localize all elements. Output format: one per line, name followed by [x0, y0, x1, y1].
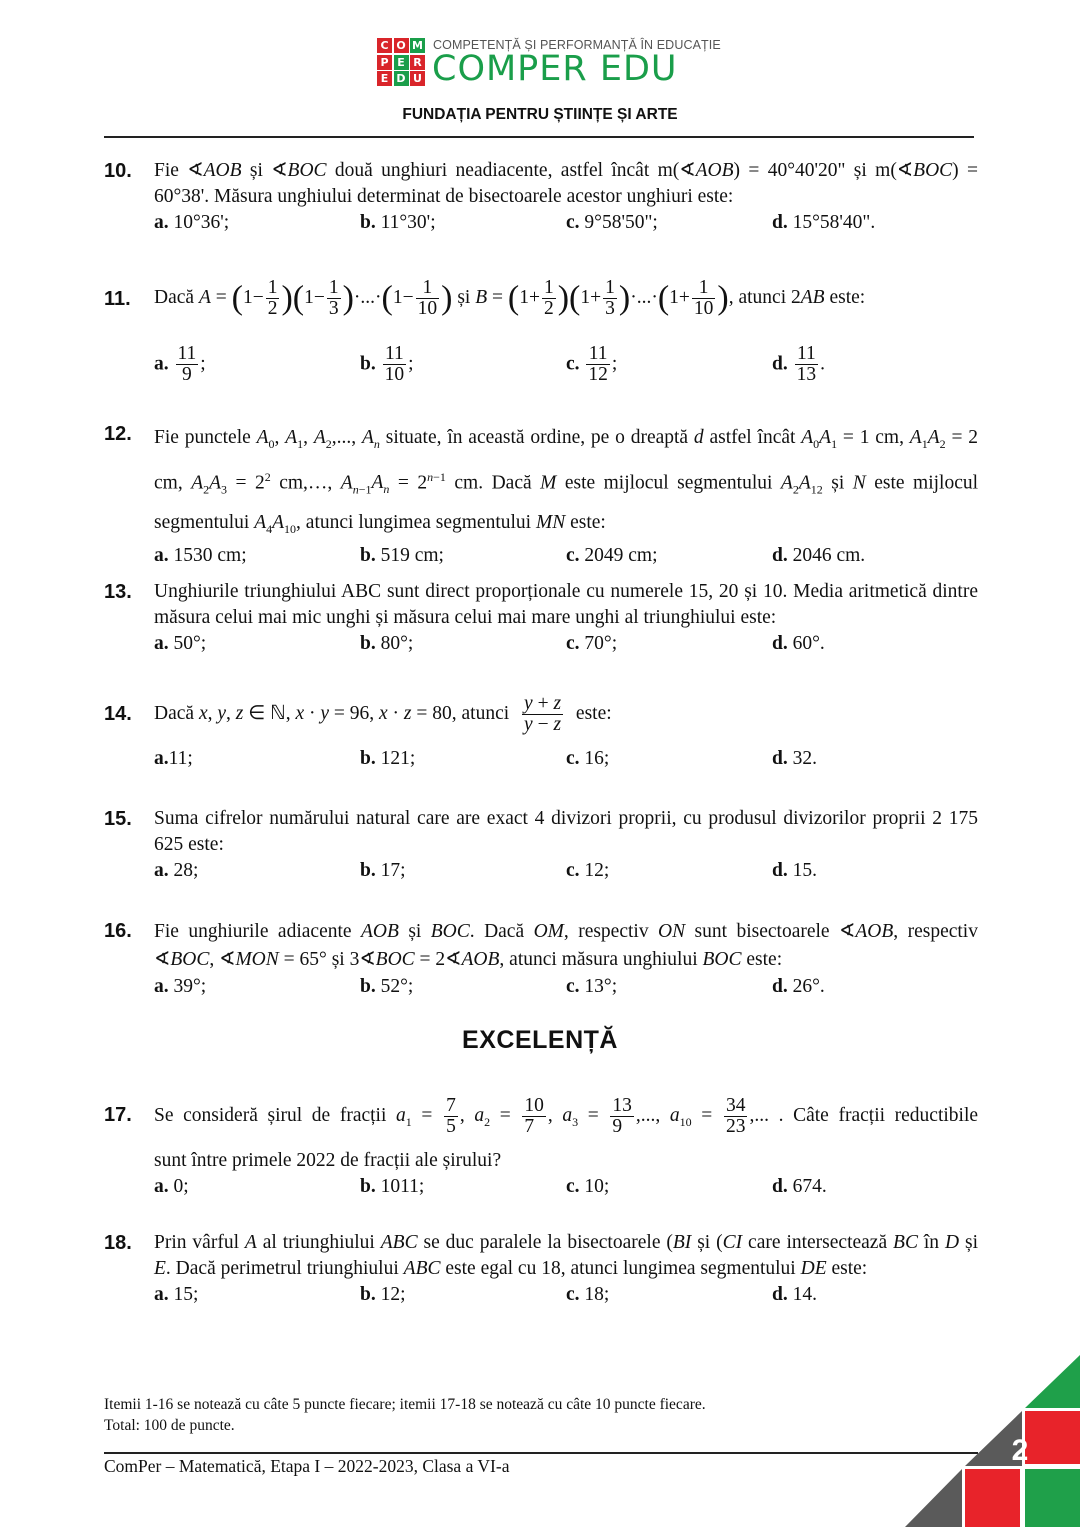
problem-text: Suma cifrelor numărului natural care are exact 4 divizori proprii, cu produsul divizorilor proprii 2 175 625 este: [154, 808, 978, 855]
option-a: a. 1530 cm; [154, 545, 247, 567]
problem-text: Fie ∢AOB și ∢BOC două unghiuri neadiacente, astfel încât m(∢AOB) = 40°40'20" și m(∢BOC) = 60°38'. Măsura unghiului determinat de bisectoarele acestor unghiuri este: [154, 160, 978, 207]
logo-letter: P [377, 55, 392, 70]
problem-number: 12. [104, 423, 132, 445]
tagline: COMPETENȚĂ ȘI PERFORMANȚĂ ÎN EDUCAȚIE [433, 38, 721, 52]
section-title: EXCELENȚĂ [462, 1026, 618, 1054]
problem-text: Dacă A = (1− $\frac{1}{2}$ )(1− $\frac{1}{3}$ )·...·(1− $\frac{1}{10}$ ) și B = (1+ $\frac{1}{2}$ )(1+ $\frac{1}{3}$ )·...·(1+ $\frac{1}{10}$ ), atunci 2AB este: [154, 276, 866, 320]
option-b: b. 121; [360, 748, 416, 769]
problem-text: Dacă x, y, z ∈ ℕ, x · y = 96, x · z = 80, atunci $\frac{y + z}{y - z}$ este: [154, 692, 612, 736]
option-b: b. 80°; [360, 633, 414, 654]
option-d: d. 674. [772, 1175, 827, 1197]
option-b: b. 17; [360, 860, 406, 881]
problem-number: 13. [104, 581, 132, 603]
option-c: c. 9°58'50"; [566, 212, 658, 233]
option-a: a. 28; [154, 860, 199, 881]
page-number: 2 [1011, 1434, 1029, 1467]
problem-text: Fie punctele $A_0$, $A_1$, $A_2$,..., $A_n$ situate, în această ordine, pe o dreaptă d astfel încât $A_0A_1 = 1$ cm, $A_1A_2 = 2$ cm, $A_2A_3 = 2^2$ cm,…, $A_{n-1}A_n = 2^{n-1}$ cm. Dacă M este mijlocul segmentului $A_2A_{12}$ și N este mijlocul segmentului $A_4A_{10}$, atunci lungimea segmentului MN este: [154, 427, 979, 537]
problem-text: Unghiurile triunghiului ABC sunt direct proporționale cu numerele 15, 20 și 10. Media aritmetică dintre măsura celui mai mic unghi și măsura celui mai mare unghi al triunghiului este: [154, 581, 978, 628]
option-d: d. 14. [772, 1284, 817, 1305]
option-c: c. $\frac{11}{12}$ ; [566, 343, 618, 386]
gray-triangle-bottom [905, 1469, 962, 1527]
option-a: a. $\frac{11}{9}$ ; [154, 343, 206, 386]
option-b: b. 519 cm; [360, 545, 444, 567]
logo-letter: E [394, 55, 409, 70]
option-b: b. 11°30'; [360, 212, 436, 233]
option-d: d. 15°58'40". [772, 212, 876, 233]
option-d: d. 2046 cm. [772, 545, 866, 567]
option-d: d. 60°. [772, 633, 825, 654]
option-d: d. 26°. [772, 976, 825, 997]
problem-text: Se consideră șirul de fracții $a_1$ = $\frac{7}{5}$ , $a_2$ = $\frac{10}{7}$ , $a_3$ = $\frac{13}{9}$ ,..., $a_{10}$ = $\frac{34}{23}$ ,... . Câte fracții reductibile [154, 1094, 979, 1138]
problem-number: 18. [104, 1232, 132, 1254]
logo-letter: M [410, 38, 425, 53]
foundation-name: FUNDAȚIA PENTRU ȘTIINȚE ȘI ARTE [402, 106, 678, 123]
green-triangle-top [1025, 1355, 1080, 1408]
option-b: b. 12; [360, 1284, 406, 1305]
logo-letter: O [394, 38, 409, 53]
problem-number: 16. [104, 920, 132, 942]
logo-letter: U [410, 71, 425, 86]
option-a: a.11; [154, 748, 193, 769]
option-a: a. 39°; [154, 976, 207, 997]
option-a: a. 15; [154, 1284, 199, 1305]
scoring-total-line: Total: 100 de puncte. [104, 1417, 235, 1434]
problem-text: Prin vârful A al triunghiului ABC se duc paralele la bisectoarele (BI și (CI care intersectează BC în D și E. Dacă perimetrul triunghiului ABC este egal cu 18, atunci lungimea segmentului DE este: [154, 1232, 978, 1279]
scoring-note-line: Itemii 1-16 se notează cu câte 5 puncte fiecare; itemii 17-18 se notează cu câte 10 puncte fiecare. [104, 1396, 706, 1413]
problem-text-continued: sunt între primele 2022 de fracții ale șirului? [154, 1149, 502, 1171]
option-d: d. 32. [772, 748, 817, 769]
red-block-left [965, 1469, 1020, 1527]
option-a: a. 50°; [154, 633, 207, 654]
option-c: c. 18; [566, 1284, 610, 1305]
option-a: a. 0; [154, 1175, 189, 1197]
logo-letter: R [410, 55, 425, 70]
problem-number: 14. [104, 703, 132, 725]
option-c: c. 10; [566, 1175, 610, 1197]
brand-name: COMPER EDU [432, 49, 678, 89]
option-c: c. 16; [566, 748, 610, 769]
problem-number: 15. [104, 808, 132, 830]
problem-number: 10. [104, 160, 132, 182]
option-c: c. 2049 cm; [566, 545, 658, 567]
option-c: c. 70°; [566, 633, 618, 654]
option-a: a. 10°36'; [154, 212, 230, 233]
option-b: b. 1011; [360, 1175, 425, 1197]
option-b: b. $\frac{11}{10}$ ; [360, 343, 414, 386]
footer-text: ComPer – Matematică, Etapa I – 2022-2023, Clasa a VI-a [104, 1456, 510, 1476]
problem-text: Fie unghiurile adiacente AOB și BOC. Dacă OM, respectiv ON sunt bisectoarele ∢AOB, respectiv ∢BOC, ∢MON = 65° și 3∢BOC = 2∢AOB, atunci măsura unghiului BOC este: [154, 921, 978, 970]
option-b: b. 52°; [360, 976, 414, 997]
option-c: c. 12; [566, 860, 610, 881]
option-d: d. 15. [772, 860, 817, 881]
green-block [1025, 1469, 1080, 1527]
problem-number: 17. [104, 1104, 132, 1126]
option-d: d. $\frac{11}{13}$ . [772, 343, 825, 386]
option-c: c. 13°; [566, 976, 618, 997]
logo-letter: C [377, 38, 392, 53]
logo-letter: D [394, 71, 409, 86]
logo-letter: E [377, 71, 392, 86]
problem-number: 11. [104, 288, 131, 310]
